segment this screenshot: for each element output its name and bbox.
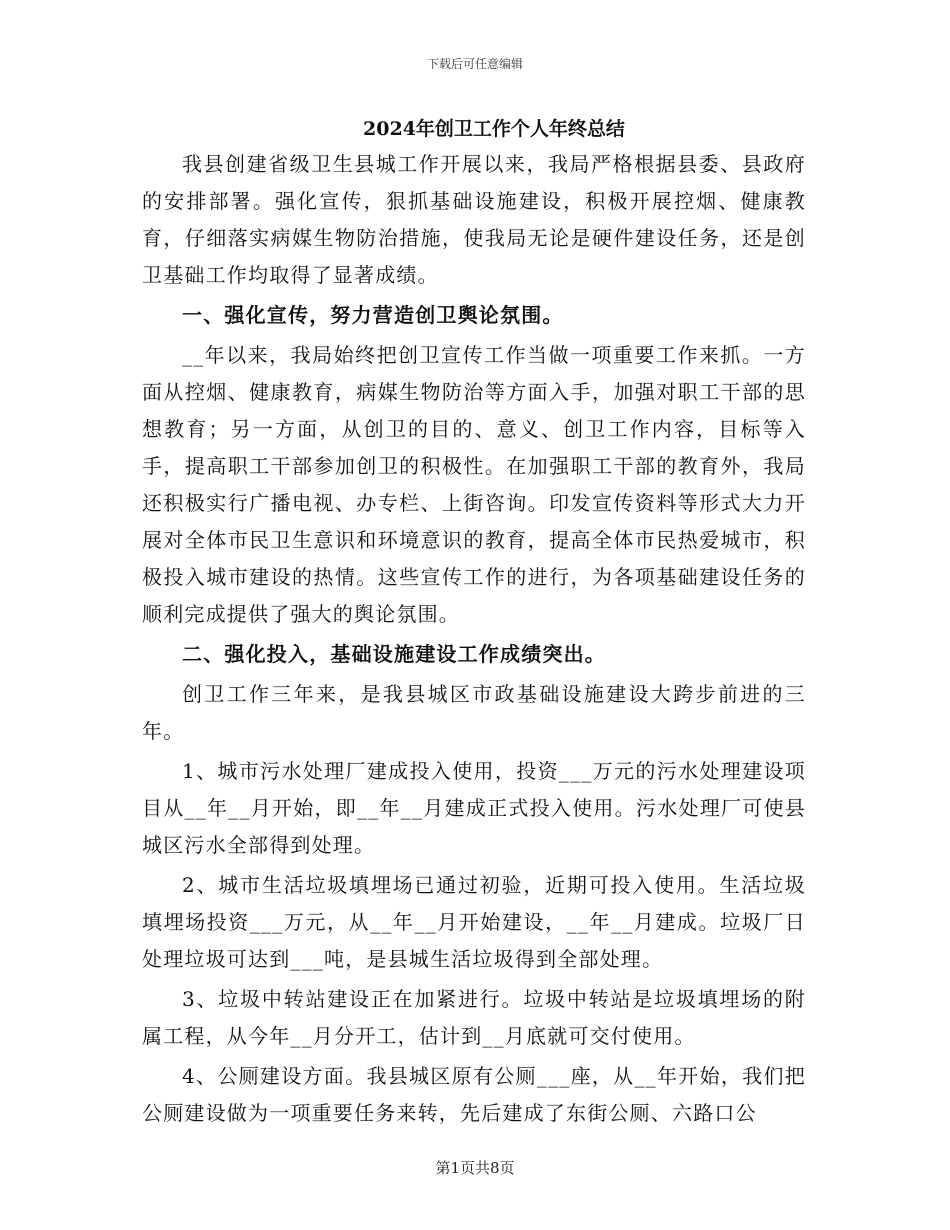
document-title: 2024年创卫工作个人年终总结: [363, 118, 625, 140]
paragraph-infrastructure-intro: 创卫工作三年来，是我县城区市政基础设施建设大跨步前进的三年。: [142, 682, 806, 743]
paragraph-item-3: 3、垃圾中转站建设正在加紧进行。垃圾中转站是垃圾填埋场的附属工程，从今年__月分开工，估计到__月底就可交付使用。: [142, 987, 806, 1048]
paragraph-item-4: 4、公厕建设方面。我县城区原有公厕___座，从__年开始，我们把公厕建设做为一项重要任务来转，先后建成了东街公厕、六路口公: [142, 1064, 806, 1125]
section-heading-1: 一、强化宣传，努力营造创卫舆论氛围。: [182, 303, 564, 327]
paragraph-item-1: 1、城市污水处理厂建成投入使用，投资___万元的污水处理建设项目从__年__月开始，即__年__月建成正式投入使用。污水处理厂可使县城区污水全部得到处理。: [142, 759, 806, 857]
paragraph-intro: 我县创建省级卫生县城工作开展以来，我局严格根据县委、县政府的安排部署。强化宣传，狠抓基础设施建设，积极开展控烟、健康教育，仔细落实病媒生物防治措施，使我局无论是硬件建设任务，还是创卫基础工作均取得了显著成绩。: [142, 152, 806, 287]
document-body: [142, 112, 806, 1132]
paragraph-item-2: 2、城市生活垃圾填埋场已通过初验，近期可投入使用。生活垃圾填埋场投资___万元，从__年__月开始建设，__年__月建成。垃圾厂日处理垃圾可达到___吨，是县城生活垃圾得到全部处理。: [142, 873, 806, 971]
section-heading-2: 二、强化投入，基础设施建设工作成绩突出。: [182, 642, 606, 666]
page-number-footer: 第1页共8页: [435, 1159, 515, 1177]
paragraph-publicity: __年以来，我局始终把创卫宣传工作当做一项重要工作来抓。一方面从控烟、健康教育，病媒生物防治等方面入手，加强对职工干部的思想教育；另一方面，从创卫的目的、意义、创卫工作内容，目标等入手，提高职工干部参加创卫的积极性。在加强职工干部的教育外，我局还积极实行广播电视、办专栏、上街咨询。印发宣传资料等形式大力开展对全体市民卫生意识和环境意识的教育，提高全体市民热爱城市，积极投入城市建设的热情。这些宣传工作的进行，为各项基础建设任务的顺利完成提供了强大的舆论氛围。: [142, 343, 806, 626]
header-note: 下载后可任意编辑: [426, 57, 523, 71]
